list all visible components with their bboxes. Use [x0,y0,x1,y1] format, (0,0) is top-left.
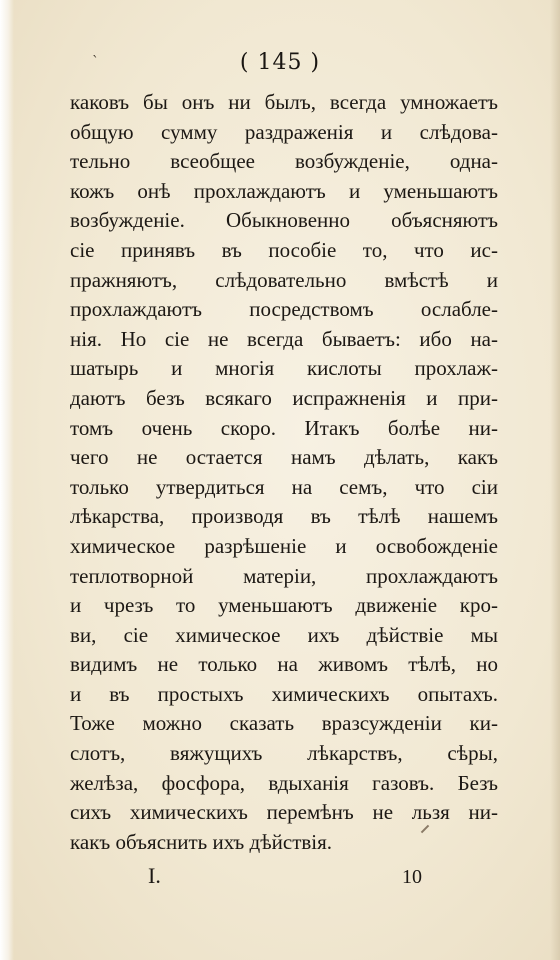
page-number: ( 145 ) [239,50,321,75]
text-line: общую сумму раздраженія и слѣдова- [70,119,498,144]
text-line: ви, сіе химическое ихъ дѣйствіе мы [70,622,498,647]
text-line: шатырь и многія кислоты прохлаж- [70,356,498,381]
text-line: и въ простыхъ химическихъ опытахъ. [70,681,498,706]
text-line: каковъ бы онъ ни былъ, всегда умножаетъ [70,90,498,114]
text-line: слотъ, вяжущихъ лѣкарствъ, сѣры, [70,741,498,766]
text-line: сихъ химическихъ перемѣнъ не льзя ни- [70,800,498,825]
text-line: нія. Но сіе не всегда бываетъ: ибо на- [70,326,498,351]
text-line: пражняютъ, слѣдовательно вмѣстѣ и [70,267,498,292]
signature-mark: I. [148,863,161,888]
page-edge-right [550,0,560,960]
page-edge-left [0,0,14,960]
text-line: прохлаждаютъ посредствомъ ослабле- [70,297,498,322]
text-line: и чрезъ то уменьшаютъ движеніе кро- [70,593,498,618]
text-line: чего не остается намъ дѣлать, какъ [70,445,498,470]
text-line: только утвердиться на семъ, что сіи [70,474,498,499]
text-line: теплотворной матеріи, прохлаждаютъ [70,563,498,588]
body-text [70,88,498,857]
text-line: тельно всеобщее возбужденіе, одна- [70,149,498,174]
text-line: желѣза, фосфора, вдыханія газовъ. Безъ [70,770,498,795]
sheet-number: 10 [402,866,422,888]
text-line: кожъ онѣ прохлаждаютъ и уменьшаютъ [70,178,498,203]
text-line: видимъ не только на живомъ тѣлѣ, но [70,652,498,677]
text-line: Тоже можно сказать вразсужденіи ки- [70,711,498,736]
ink-speck: ˋ [92,54,99,70]
text-line: даютъ безъ всякаго испражненія и при- [70,385,498,410]
text-line: лѣкарства, производя въ тѣлѣ нашемъ [70,504,498,529]
text-line: томъ очень скоро. Итакъ болѣе ни- [70,415,498,440]
text-line: химическое разрѣшеніе и освобожденіе [70,533,498,558]
text-line: какъ объяснить ихъ дѣйствія. [70,829,333,854]
text-line: сіе принявъ въ пособіе то, что ис- [70,237,498,262]
text-line: возбужденіе. Обыкновенно объясняютъ [70,208,498,233]
